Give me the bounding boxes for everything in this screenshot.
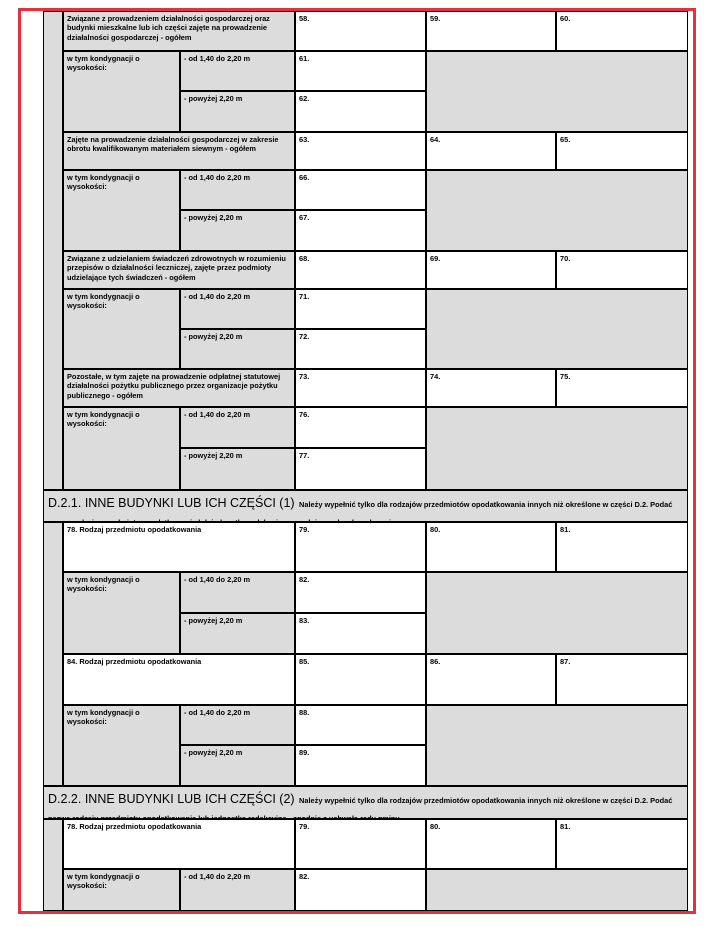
field-81[interactable]: 81.: [556, 819, 688, 869]
row-c-label: Związane z udzielaniem świadczeń zdrowotnych w rozumieniu przepisów o działalności leczniczej, zajęte przez podmioty udzielające tych świadczeń - ogółem: [63, 251, 295, 289]
field-77[interactable]: 77.: [295, 448, 426, 490]
floor-height-label: w tym kondygnacji o wysokości:: [63, 407, 180, 490]
field-85[interactable]: 85.: [295, 654, 426, 705]
floor-height-label: w tym kondygnacji o wysokości:: [63, 572, 180, 654]
floor-height-label: w tym kondygnacji o wysokości:: [63, 869, 180, 911]
left-margin: [43, 11, 63, 490]
shaded-area: [426, 170, 688, 251]
height-140-220-label: - od 1,40 do 2,20 m: [180, 705, 295, 745]
field-68[interactable]: 68.: [295, 251, 426, 289]
field-82[interactable]: 82.: [295, 572, 426, 613]
field-58[interactable]: 58.: [295, 11, 426, 51]
field-74[interactable]: 74.: [426, 369, 556, 407]
subject-type-field[interactable]: 78. Rodzaj przedmiotu opodatkowania: [63, 522, 295, 572]
height-above-220-label: - powyżej 2,20 m: [180, 613, 295, 654]
height-above-220-label: - powyżej 2,20 m: [180, 448, 295, 490]
field-61[interactable]: 61.: [295, 51, 426, 91]
subject-type-field[interactable]: 84. Rodzaj przedmiotu opodatkowania: [63, 654, 295, 705]
shaded-area: [426, 572, 688, 654]
field-70[interactable]: 70.: [556, 251, 688, 289]
section-d22-title: D.2.2. INNE BUDYNKI LUB ICH CZĘŚCI (2): [48, 792, 295, 806]
height-140-220-label: - od 1,40 do 2,20 m: [180, 869, 295, 911]
height-above-220-label: - powyżej 2,20 m: [180, 91, 295, 132]
field-66[interactable]: 66.: [295, 170, 426, 210]
field-59[interactable]: 59.: [426, 11, 556, 51]
field-88[interactable]: 88.: [295, 705, 426, 745]
height-140-220-label: - od 1,40 do 2,20 m: [180, 407, 295, 448]
shaded-area: [426, 407, 688, 490]
floor-height-label: w tym kondygnacji o wysokości:: [63, 51, 180, 132]
field-64[interactable]: 64.: [426, 132, 556, 170]
field-65[interactable]: 65.: [556, 132, 688, 170]
field-60[interactable]: 60.: [556, 11, 688, 51]
height-above-220-label: - powyżej 2,20 m: [180, 745, 295, 786]
field-75[interactable]: 75.: [556, 369, 688, 407]
field-86[interactable]: 86.: [426, 654, 556, 705]
field-81[interactable]: 81.: [556, 522, 688, 572]
floor-height-label: w tym kondygnacji o wysokości:: [63, 170, 180, 251]
field-83[interactable]: 83.: [295, 613, 426, 654]
shaded-area: [426, 705, 688, 786]
section-d21-title: D.2.1. INNE BUDYNKI LUB ICH CZĘŚCI (1): [48, 496, 295, 510]
field-79[interactable]: 79.: [295, 819, 426, 869]
field-79[interactable]: 79.: [295, 522, 426, 572]
subject-type-field[interactable]: 78. Rodzaj przedmiotu opodatkowania: [63, 819, 295, 869]
field-73[interactable]: 73.: [295, 369, 426, 407]
field-80[interactable]: 80.: [426, 819, 556, 869]
height-above-220-label: - powyżej 2,20 m: [180, 329, 295, 369]
section-d21-header: [43, 490, 688, 522]
field-63[interactable]: 63.: [295, 132, 426, 170]
height-above-220-label: - powyżej 2,20 m: [180, 210, 295, 251]
height-140-220-label: - od 1,40 do 2,20 m: [180, 572, 295, 613]
left-margin: [43, 819, 63, 911]
section-d22-header: [43, 786, 688, 819]
floor-height-label: w tym kondygnacji o wysokości:: [63, 705, 180, 786]
field-82[interactable]: 82.: [295, 869, 426, 911]
floor-height-label: w tym kondygnacji o wysokości:: [63, 289, 180, 369]
field-69[interactable]: 69.: [426, 251, 556, 289]
field-76[interactable]: 76.: [295, 407, 426, 448]
section-d22-note: Należy wypełnić tylko dla rodzajów przedmiotów opodatkowania innych niż określone w części D.2. Podać: [299, 796, 673, 805]
field-71[interactable]: 71.: [295, 289, 426, 329]
field-89[interactable]: 89.: [295, 745, 426, 786]
shaded-area: [426, 869, 688, 911]
row-d-label: Pozostałe, w tym zajęte na prowadzenie odpłatnej statutowej działalności pożytku publicznego przez organizacje pożytku publicznego - ogółem: [63, 369, 295, 407]
row-b-label: Zajęte na prowadzenie działalności gospodarczej w zakresie obrotu kwalifikowanym materiałem siewnym - ogółem: [63, 132, 295, 170]
field-87[interactable]: 87.: [556, 654, 688, 705]
field-67[interactable]: 67.: [295, 210, 426, 251]
shaded-area: [426, 51, 688, 132]
height-140-220-label: - od 1,40 do 2,20 m: [180, 51, 295, 91]
field-62[interactable]: 62.: [295, 91, 426, 132]
field-72[interactable]: 72.: [295, 329, 426, 369]
height-140-220-label: - od 1,40 do 2,20 m: [180, 289, 295, 329]
section-d21-note: Należy wypełnić tylko dla rodzajów przedmiotów opodatkowania innych niż określone w części D.2. Podać: [299, 500, 673, 509]
height-140-220-label: - od 1,40 do 2,20 m: [180, 170, 295, 210]
shaded-area: [426, 289, 688, 369]
row-a-label: Związane z prowadzeniem działalności gospodarczej oraz budynki mieszkalne lub ich części zajęte na prowadzenie działalności gospodarczej - ogółem: [63, 11, 295, 51]
left-margin: [43, 522, 63, 786]
field-80[interactable]: 80.: [426, 522, 556, 572]
